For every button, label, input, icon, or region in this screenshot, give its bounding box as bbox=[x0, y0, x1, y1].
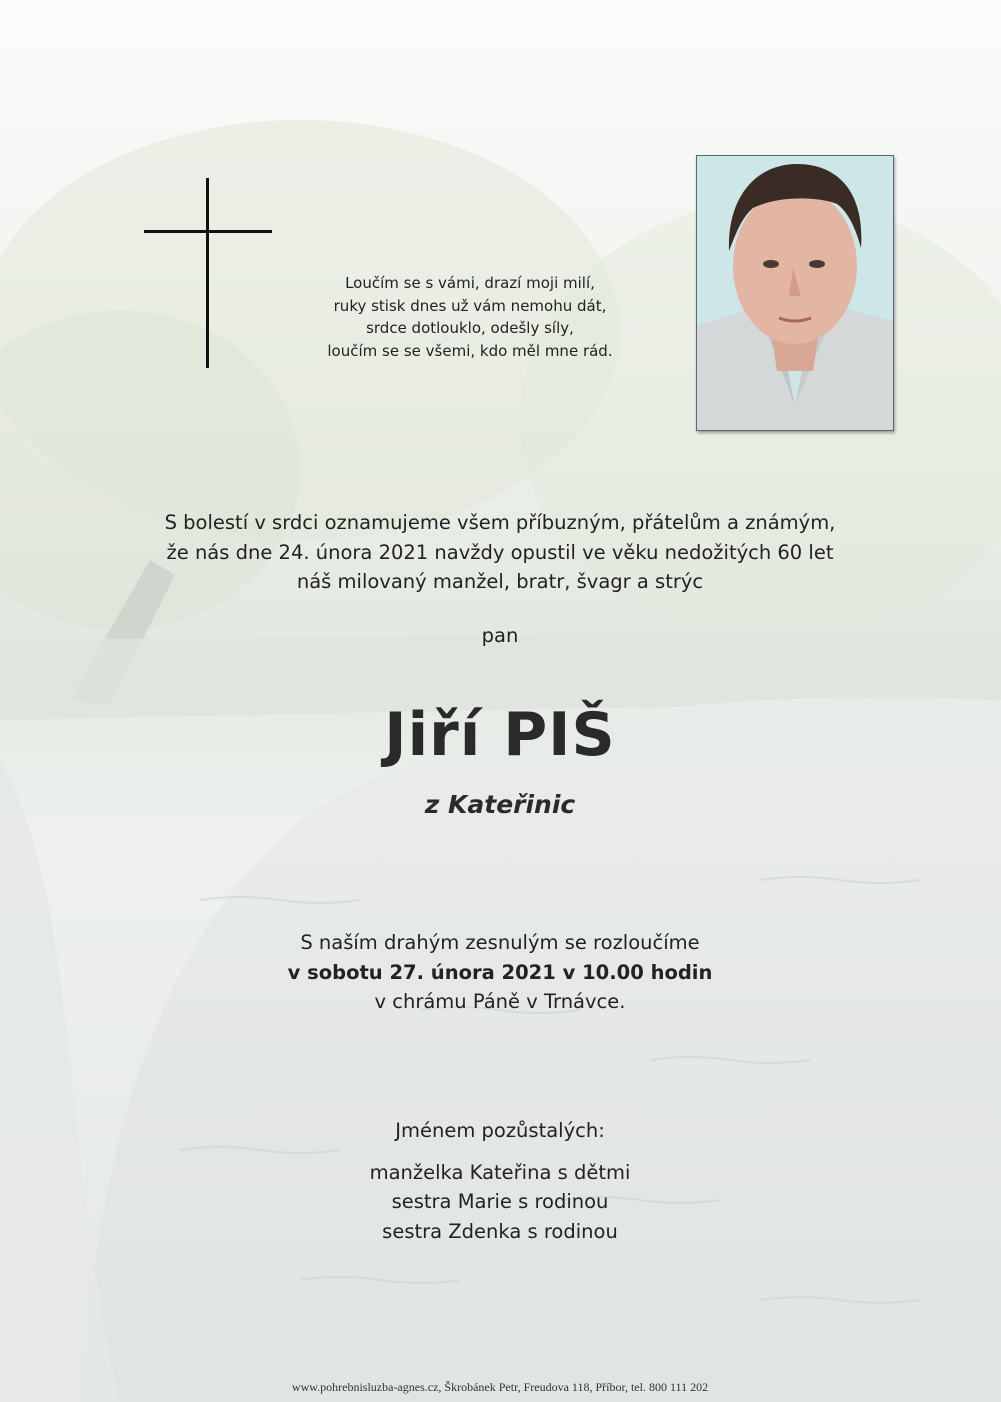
mourners bbox=[200, 1116, 800, 1246]
announcement-line: S bolestí v srdci oznamujeme všem příbuzným, přátelům a známým, bbox=[164, 511, 836, 534]
footer-credit: www.pohrebnisluzba-agnes.cz, Škrobánek Petr, Freudova 118, Příbor, tel. 800 111 202 bbox=[291, 1380, 709, 1394]
deceased-name: Jiří PIŠ bbox=[384, 700, 616, 770]
poem bbox=[290, 272, 650, 362]
portrait-photo bbox=[696, 155, 894, 431]
poem-line: srdce dotlouklo, odešly síly, bbox=[366, 319, 574, 337]
announcement bbox=[100, 508, 900, 597]
mourner-item: sestra Zdenka s rodinou bbox=[382, 1219, 618, 1243]
farewell-place: v chrámu Páně v Trnávce. bbox=[374, 990, 626, 1013]
farewell-datetime: v sobotu 27. února 2021 v 10.00 hodin bbox=[287, 960, 713, 984]
cross-icon bbox=[144, 178, 272, 368]
poem-line: Loučím se s vámi, drazí moji milí, bbox=[345, 274, 595, 292]
mourners-heading: Jménem pozůstalých: bbox=[395, 1119, 605, 1142]
poem-line: loučím se se všemi, kdo měl mne rád. bbox=[327, 341, 613, 360]
mourner-item: sestra Marie s rodinou bbox=[391, 1190, 609, 1213]
mourner-item: manželka Kateřina s dětmi bbox=[369, 1160, 631, 1184]
honorific: pan bbox=[481, 624, 519, 647]
farewell-line: S naším drahým zesnulým se rozloučíme bbox=[300, 931, 700, 954]
announcement-line: náš milovaný manžel, bratr, švagr a strýc bbox=[296, 570, 704, 593]
deceased-origin: z Kateřinic bbox=[424, 790, 576, 819]
farewell-info bbox=[150, 928, 850, 1017]
announcement-line: že nás dne 24. února 2021 navždy opustil ve věku nedožitých 60 let bbox=[166, 540, 834, 564]
poem-line: ruky stisk dnes už vám nemohu dát, bbox=[333, 296, 607, 315]
